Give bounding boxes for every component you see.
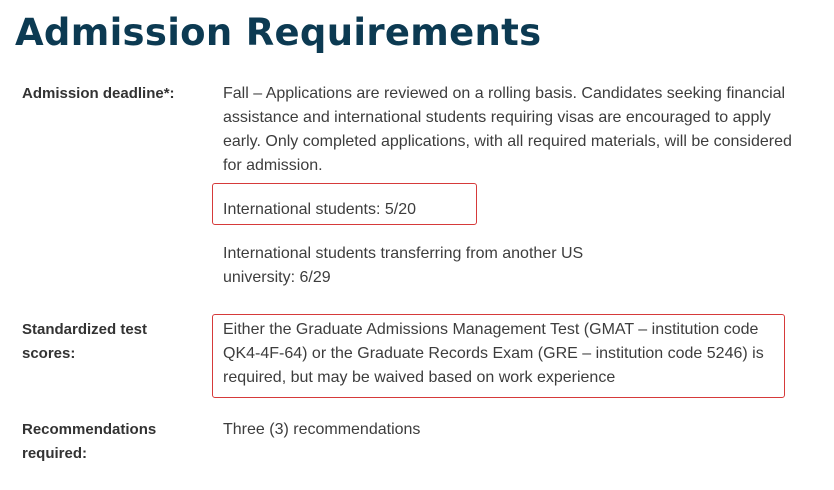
fall-deadline-text: Fall – Applications are reviewed on a rolling basis. Candidates seeking financial assistance and international students requiring visas are encouraged to apply early. Only completed applications, with all required materials, will be considered for admission.	[223, 85, 792, 174]
international-deadline-text: International students: 5/20	[223, 201, 417, 218]
page-title: Admission Requirements	[15, 11, 542, 54]
recommendations-text: Three (3) recommendations	[223, 421, 421, 438]
test-scores-label: Standardized test scores:	[22, 321, 148, 362]
transfer-deadline-text: International students transferring from another US university: 6/29	[223, 245, 584, 286]
test-scores-text: Either the Graduate Admissions Management Test (GMAT – institution code QK4-4F-64) or the Graduate Records Exam (GRE – institution code 5246) is required, but may be waived based on work experience	[223, 321, 764, 386]
recommendations-label: Recommendations required:	[22, 421, 157, 462]
admission-deadline-label: Admission deadline*:	[22, 85, 175, 102]
